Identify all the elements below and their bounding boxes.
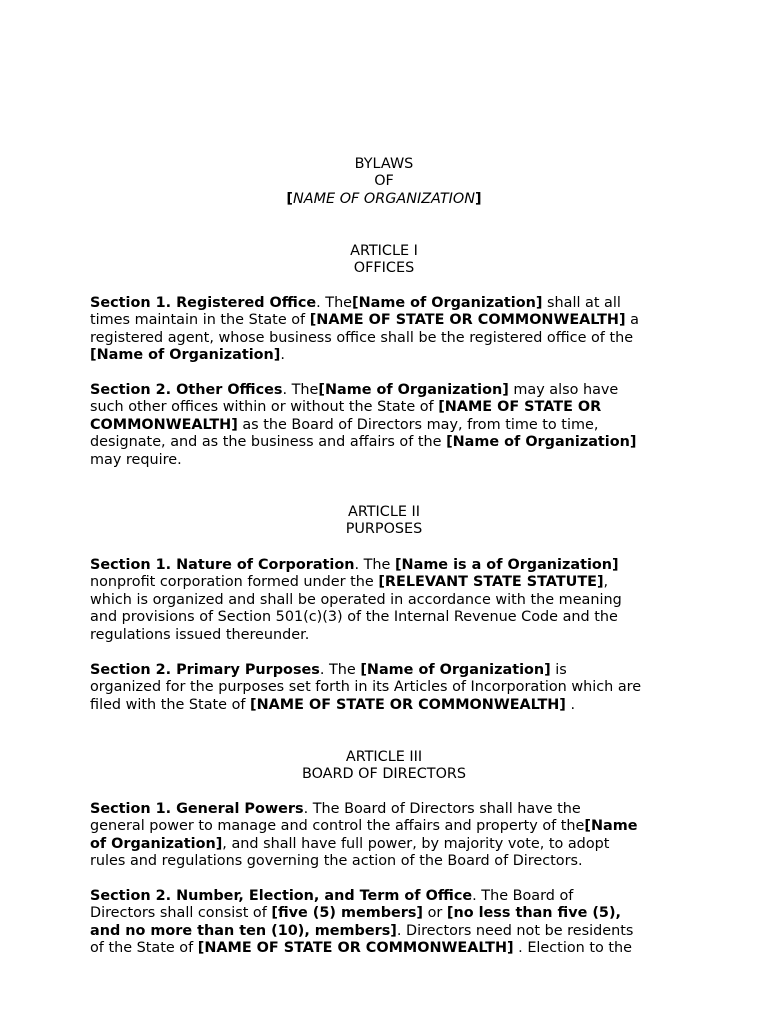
article-3-section-2: Section 2. Number, Election, and Term of Office. The Board of Directors shall consist of [five (5) members] or [no less than five (5), and no more than ten (10), members]. Directors need not be residents of the State of [NAME OF STATE OR COMMONWEALTH] . Election to the <box>90 888 634 957</box>
title-organization: [NAME OF ORGANIZATION] <box>286 190 482 207</box>
article-2-section-1: Section 1. Nature of Corporation. The [Name is a of Organization] nonprofit corporation formed under the [RELEVANT STATE STATUTE], which is organized and shall be operated in accordance with the meaning and provisions of Section 501(c)(3) of the Internal Revenue Code and the regulations issued thereunder. <box>90 557 622 643</box>
article-1-section-2: Section 2. Other Offices. The[Name of Organization] may also have such other offices within or without the State of [NAME OF STATE OR COMMONWEALTH] as the Board of Directors may, from time to time, designate, and as the business and affairs of the [Name of Organization] may require. <box>90 382 637 468</box>
article-3-heading: ARTICLE III BOARD OF DIRECTORS <box>301 749 467 783</box>
article-1-section-1: Section 1. Registered Office. The[Name of Organization] shall at all times maintain in the State of [NAME OF STATE OR COMMONWEALTH] a registered agent, whose business office shall be the registered office of the [Name of Organization]. <box>90 295 639 364</box>
document-title <box>90 156 678 208</box>
article-2-heading: ARTICLE II PURPOSES <box>345 504 423 538</box>
title-bylaws: BYLAWS <box>354 156 414 172</box>
title-of: OF <box>374 173 394 190</box>
document-page <box>90 0 680 1024</box>
article-3-section-1: Section 1. General Powers. The Board of Directors shall have the general power to manage and control the affairs and property of the[Name of Organization], and shall have full power, by majority vote, to adopt rules and regulations governing the action of the Board of Directors. <box>90 801 638 870</box>
organization-placeholder: NAME OF ORGANIZATION <box>293 190 475 207</box>
article-1-heading: ARTICLE I OFFICES <box>350 243 418 277</box>
article-2-section-2: Section 2. Primary Purposes. The [Name of Organization] is organized for the purposes set forth in its Articles of Incorporation which are filed with the State of [NAME OF STATE OR COMMONWEALTH] . <box>90 662 642 713</box>
